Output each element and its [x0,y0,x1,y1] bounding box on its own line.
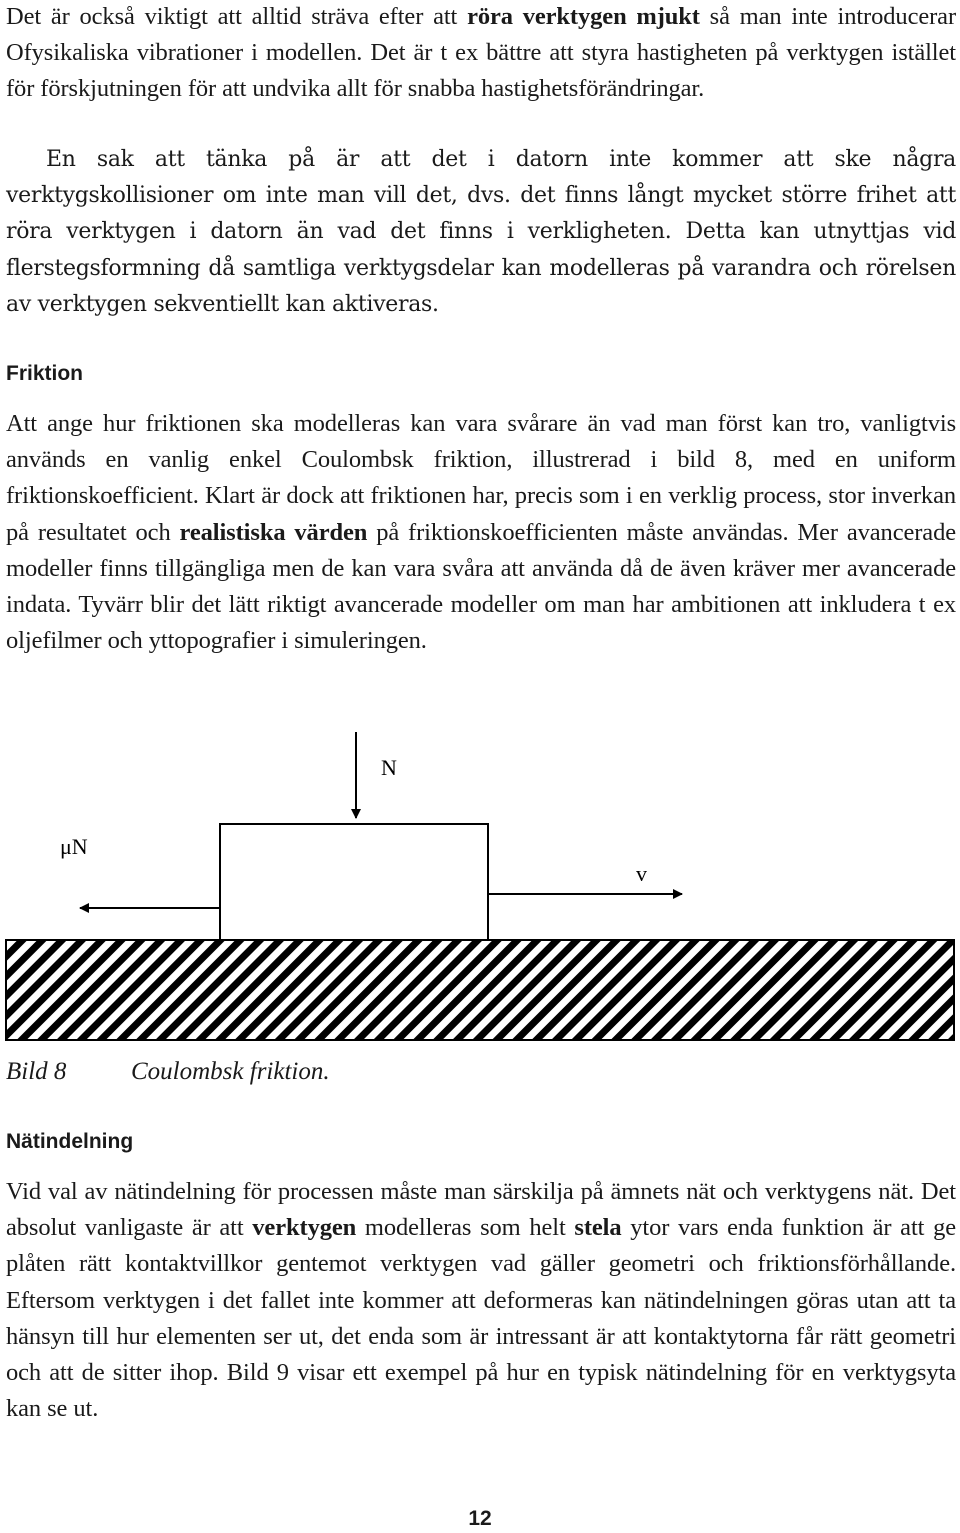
section-heading-friktion: Friktion [6,362,83,385]
paragraph-text: på friktionskoefficienten måste användas. Mer avancerade modeller finns tillgängliga men de kan vara svåra att använda då de även kräver mer avancerade indata. Tyvärr blir det lätt riktigt avancerade modeller om man har ambitionen att inkludera t ex oljefilmer och yttopografier i simuleringen. [6,518,956,655]
paragraph-text: modelleras som helt [356,1214,575,1242]
figure-caption-text: Coulombsk friktion. [131,1058,330,1085]
paragraph-friction [6,406,956,659]
paragraph-text: Det är också viktigt att alltid sträva efter att [6,3,468,30]
friction-force-label: μN [60,834,88,859]
section-heading-natindelning: Nätindelning [6,1130,134,1153]
page-number: 12 [468,1507,492,1530]
paragraph-text: Vid val av nätindelning för processen måste man särskilja på ämnets nät och verktygens nät. Det absolut vanligaste är att [6,1178,956,1242]
figure-caption-number: Bild 8 [6,1058,67,1085]
paragraph-text: En sak att tänka på är att det i datorn inte kommer att ske några verktygskollisioner om inte man vill det, dvs. det finns långt mycket större frihet att röra verktygen i datorn än vad det finns i verkligheten. Detta kan utnyttjas vid flerstegsformning då samtliga verktygsdelar kan modelleras på varandra och rörelsen av verktygen sekventiellt kan aktiveras. [6,147,956,317]
sliding-block [220,824,488,940]
paragraph-text: så man inte introducerar Ofysikaliska vibrationer i modellen. Det är t ex bättre att styra hastigheten på verktygen istället för förskjutningen för att undvika allt för snabba hastighetsförändringar. [6,3,957,103]
paragraph-text: ytor vars enda funktion är att ge plåten rätt kontaktvillkor gentemot verktygen vad gäller geometri och friktionsförhållande. Eftersom verktygen i det fallet inte kommer att deformeras kan nätindelningen göras utan att ta hänsyn till hur elementen ser ut, det enda som är intressant är att kontaktytorna får rätt geometri och att de sitter ihop. Bild 9 visar ett exempel på hur en typisk nätindelning för en verktygsyta kan se ut. [6,1214,956,1423]
ground-surface [6,940,954,1040]
emphasis-smooth-tools: röra verktygen mjukt [467,3,700,30]
paragraph-smooth-tools [6,0,956,108]
emphasis-rigid: stela [574,1214,622,1242]
coulomb-friction-figure [0,720,960,1050]
normal-force-label: N [381,755,397,780]
emphasis-realistic-values: realistiska värden [179,518,368,546]
paragraph-text: Att ange hur friktionen ska modelleras kan vara svårare än vad man först kan tro, vanligtvis används en vanlig enkel Coulombsk friktion, illustrerad i bild 8, med en uniform friktionskoefficient. Klart är dock att friktionen har, precis som i en verklig process, stor inverkan på resultatet och [6,410,956,546]
emphasis-tools: verktygen [252,1214,357,1242]
paragraph-meshing [6,1174,956,1427]
paragraph-tool-collisions [6,142,956,323]
velocity-label: v [636,861,647,886]
